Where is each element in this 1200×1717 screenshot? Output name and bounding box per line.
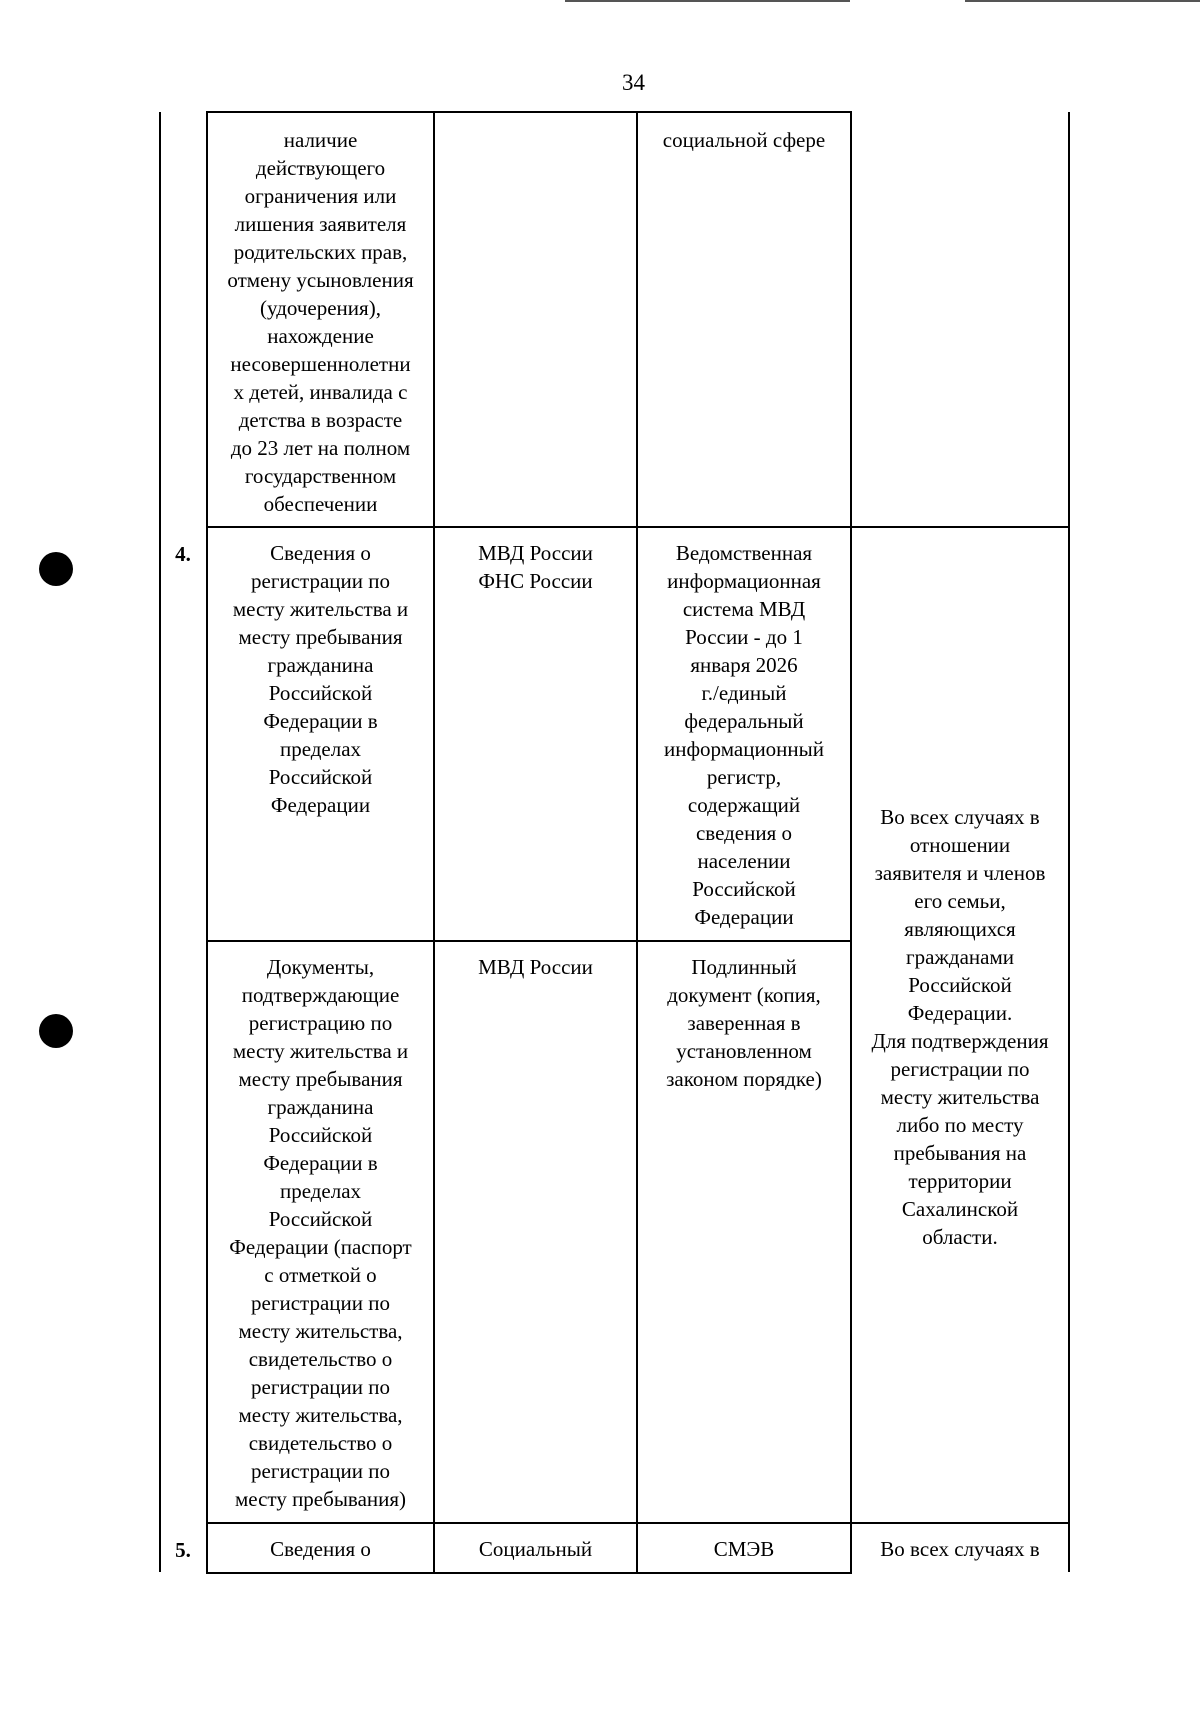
punch-hole-icon [39, 1014, 73, 1048]
document-cell-line: х детей, инвалида с [233, 380, 408, 404]
condition-cell-line: гражданами [905, 945, 1015, 969]
document-cell-line: подтверждающие [241, 983, 400, 1007]
document-cell-line: Федерации в [263, 1151, 378, 1175]
condition-cell-line: области. [922, 1225, 998, 1249]
punch-hole-icon [39, 552, 73, 586]
condition-cell-line: пребывания на [893, 1141, 1027, 1165]
source-cell-line: Федерации [694, 905, 794, 929]
document-cell-line: ограничения или [244, 184, 397, 208]
document-cell-line: месту пребывания [238, 1067, 403, 1091]
document-cell-line: месту жительства и [232, 597, 409, 621]
document-cell-line: Федерации (паспорт [229, 1235, 412, 1259]
source-cell-line: Ведомственная [675, 541, 813, 565]
document-cell-line: родительских прав, [233, 240, 408, 264]
document-cell [208, 539, 433, 819]
condition-cell-line: Во всех случаях в [880, 805, 1040, 829]
document-cell-line: регистрации по [251, 1375, 390, 1399]
agency-cell [435, 953, 636, 981]
document-cell-line: государственном [244, 464, 397, 488]
source-cell-line: регистр, [706, 765, 782, 789]
document-cell-line: Документы, [266, 955, 375, 979]
document-cell [208, 953, 433, 1513]
document-cell [208, 1535, 433, 1563]
condition-cell [852, 1535, 1068, 1563]
source-cell-line: г./единый [701, 681, 787, 705]
document-cell-line: регистрации по [251, 1291, 390, 1315]
document-cell-line: регистрации по [251, 569, 390, 593]
condition-cell-line: либо по месту [896, 1113, 1024, 1137]
document-cell-line: Федерации в [263, 709, 378, 733]
agency-cell-line: ФНС России [478, 569, 593, 593]
condition-cell-line: месту жительства [880, 1085, 1040, 1109]
source-cell-line: федеральный [684, 709, 804, 733]
document-cell-line: детства в возрасте [238, 408, 403, 432]
source-cell-line: января 2026 [690, 653, 798, 677]
table-row [208, 126, 433, 518]
source-cell [638, 539, 850, 931]
condition-cell-line: отношении [909, 833, 1011, 857]
condition-cell-line: заявителя и членов [874, 861, 1046, 885]
source-cell-line: установленном [676, 1039, 812, 1063]
document-cell-line: наличие [283, 128, 358, 152]
agency-cell-line: МВД России [478, 541, 593, 565]
document-cell-line: обеспечении [263, 492, 378, 516]
document-cell-line: месту жительства, [238, 1319, 403, 1343]
source-cell-line: заверенная в [687, 1011, 801, 1035]
document-cell-line: месту жительства, [238, 1403, 403, 1427]
condition-cell-line: являющихся [904, 917, 1016, 941]
source-cell-line: сведения о [695, 821, 793, 845]
source-cell-line: Подлинный [691, 955, 797, 979]
document-cell-line: несовершеннолетни [230, 352, 411, 376]
source-cell-line: СМЭВ [713, 1537, 775, 1561]
document-cell-line: пределах [279, 1179, 362, 1203]
document-cell-line: (удочерения), [260, 296, 381, 320]
source-cell [638, 953, 850, 1093]
document-cell-line: нахождение [267, 324, 374, 348]
source-cell-line: информационный [663, 737, 825, 761]
document-cell-line: отмену усыновления [227, 268, 414, 292]
document-cell-line: пределах [279, 737, 362, 761]
document-cell-line: действующего [255, 156, 386, 180]
document-cell-line: Федерации [270, 793, 371, 817]
agency-cell [435, 1535, 636, 1563]
source-cell-line: России - до 1 [685, 625, 803, 649]
document-cell-line: гражданина [267, 1095, 374, 1119]
document-cell-line: Сведения о [270, 1537, 371, 1561]
document-cell-line: месту жительства и [232, 1039, 409, 1063]
document-cell-line: Российской [268, 681, 373, 705]
condition-cell-line: Федерации. [907, 1001, 1013, 1025]
source-cell [638, 126, 850, 154]
source-cell-line: Российской [692, 877, 796, 901]
condition-cell-line: Сахалинской [901, 1197, 1019, 1221]
agency-cell-line: МВД России [478, 955, 593, 979]
document-cell-line: Российской [268, 1207, 373, 1231]
source-cell-line: законом порядке) [666, 1067, 822, 1091]
condition-cell-line: Для подтверждения [871, 1029, 1049, 1053]
source-cell-line: населении [697, 849, 791, 873]
document-cell-line: свидетельство о [248, 1347, 393, 1371]
agency-cell [435, 539, 636, 595]
condition-cell-line: Российской [908, 973, 1012, 997]
scan-edge-rule [565, 0, 850, 2]
document-cell-line: Российской [268, 765, 373, 789]
condition-cell-line: Во всех случаях в [880, 1537, 1040, 1561]
source-cell-line: система МВД [682, 597, 806, 621]
source-cell-line: социальной сфере [662, 128, 826, 152]
row-number: 4. [175, 542, 191, 566]
condition-cell-line: регистрации по [890, 1057, 1030, 1081]
page-number: 34 [622, 70, 645, 95]
document-cell-line: до 23 лет на полном [230, 436, 411, 460]
document-cell-line: свидетельство о [248, 1431, 393, 1455]
scan-edge-rule [965, 0, 1200, 2]
document-cell-line: Российской [268, 1123, 373, 1147]
source-cell-line: информационная [667, 569, 821, 593]
condition-cell [852, 803, 1068, 1251]
document-cell-line: регистрацию по [248, 1011, 393, 1035]
source-cell [638, 1535, 850, 1563]
document-cell-line: лишения заявителя [234, 212, 407, 236]
source-cell-line: содержащий [687, 793, 801, 817]
source-cell-line: документ (копия, [667, 983, 821, 1007]
document-cell-line: гражданина [267, 653, 374, 677]
agency-cell-line: Социальный [478, 1537, 593, 1561]
document-cell-line: с отметкой о [264, 1263, 377, 1287]
condition-cell-line: его семьи, [914, 889, 1006, 913]
row-number: 5. [175, 1538, 191, 1562]
document-cell-line: месту пребывания [238, 625, 403, 649]
document-cell-line: Сведения о [270, 541, 371, 565]
document-cell-line: месту пребывания) [234, 1487, 407, 1511]
document-cell-line: регистрации по [251, 1459, 390, 1483]
condition-cell-line: территории [908, 1169, 1012, 1193]
